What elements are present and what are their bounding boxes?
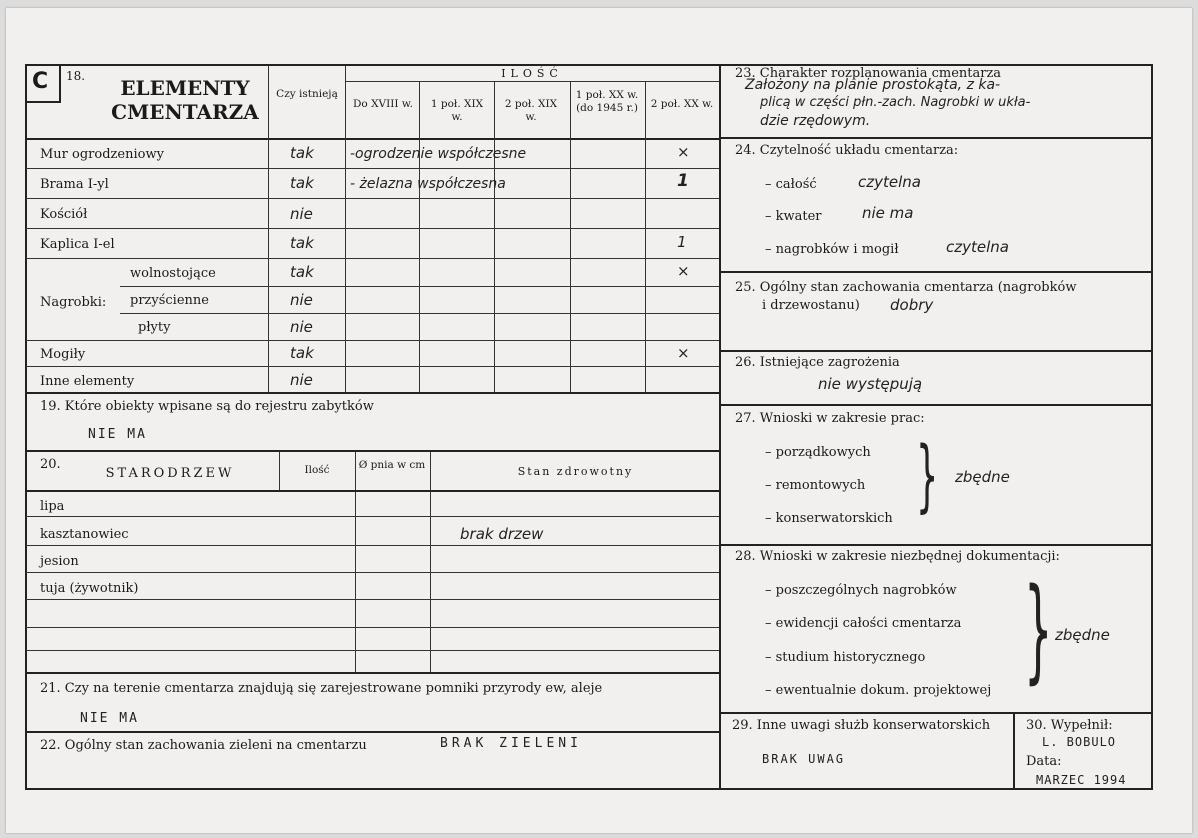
section-24-label: 24. Czytelność układu cmentarza:: [735, 143, 959, 158]
row-label-wall: Mur ogrodzeniowy: [40, 147, 164, 162]
section-21-answer: NIE MA: [80, 711, 139, 726]
tree-linden: lipa: [40, 499, 65, 514]
exists-value: tak: [290, 263, 314, 281]
row-label-slabs: płyty: [138, 320, 171, 335]
period-header-1: Do XVIII w.: [353, 98, 413, 110]
exists-value: tak: [290, 344, 314, 362]
quantity-mark: ×: [677, 344, 690, 362]
row-label-chapel: Kaplica I-el: [40, 237, 115, 252]
work-item-conservation: – konserwatorskich: [765, 511, 893, 526]
exists-value: tak: [290, 234, 314, 252]
doc-item-records: – ewidencji całości cmentarza: [765, 616, 962, 631]
period-header-4: 1 poł. XX w. (do 1945 r.): [575, 89, 639, 115]
col-health: Stan zdrowotny: [517, 465, 634, 478]
tree-ash: jesion: [40, 554, 79, 569]
section-19-label: 19. Które obiekty wpisane są do rejestru zabytków: [40, 399, 374, 414]
section-27-answer: zbędne: [955, 468, 1010, 486]
col-diameter: Ø pnia w cm: [358, 459, 426, 471]
row-label-graves: Nagrobki:: [40, 295, 107, 310]
section-30-label: 30. Wypełnił:: [1026, 718, 1113, 733]
row-label-wall-mounted: przyścienne: [130, 293, 209, 308]
row-label-other: Inne elementy: [40, 374, 135, 389]
section-20-title: STARODRZEW: [105, 466, 235, 481]
section-20-number: 20.: [40, 457, 61, 472]
readability-quarters-label: – kwater: [765, 209, 822, 224]
row-label-mounds: Mogiły: [40, 347, 86, 362]
filled-by-name: L. BOBULO: [1042, 735, 1117, 749]
brace-icon: }: [1024, 565, 1053, 695]
section-23-answer-line3: dzie rzędowym.: [760, 113, 871, 129]
wall-note: -ogrodzenie współczesne: [350, 146, 527, 162]
tree-thuja: tuja (żywotnik): [40, 581, 139, 596]
section-22-answer: BRAK ZIELENI: [440, 736, 582, 751]
section-19-answer: NIE MA: [88, 427, 147, 442]
section-25-label-line1: 25. Ogólny stan zachowania cmentarza (nagrobków: [735, 280, 1077, 295]
exists-value: nie: [290, 318, 313, 336]
brace-icon: }: [916, 431, 939, 521]
readability-graves-label: – nagrobków i mogił: [765, 242, 899, 257]
section-23-answer-line2: plicą w części płn.-zach. Nagrobki w ukła-: [760, 95, 1031, 110]
readability-graves-value: czytelna: [946, 238, 1009, 256]
exists-value: nie: [290, 291, 313, 309]
exists-header: Czy istnieją: [276, 88, 338, 100]
date-value: MARZEC 1994: [1036, 773, 1127, 787]
section-23-label: 23. Charakter rozplanowania cmentarza: [735, 66, 1002, 81]
trees-health-note: brak drzew: [460, 525, 544, 543]
doc-item-study: – studium historycznego: [765, 650, 926, 665]
row-label-freestanding: wolnostojące: [130, 266, 216, 281]
section-28-label: 28. Wnioski w zakresie niezbędnej dokumentacji:: [735, 549, 1060, 564]
section-title-line1: ELEMENTY: [120, 76, 250, 100]
section-25-label-line2: i drzewostanu): [762, 298, 860, 313]
period-header-2: 1 poł. XIX w.: [430, 98, 484, 124]
quantity-mark: ×: [677, 143, 690, 161]
section-23-answer-line1: Założony na planie prostokąta, z ka-: [745, 77, 1001, 93]
readability-quarters-value: nie ma: [862, 204, 914, 222]
exists-value: nie: [290, 205, 313, 223]
work-item-cleanup: – porządkowych: [765, 445, 871, 460]
section-26-label: 26. Istniejące zagrożenia: [735, 355, 900, 370]
col-quantity: Ilość: [304, 464, 330, 476]
exists-value: tak: [290, 144, 314, 162]
gate-note: - żelazna współczesna: [350, 176, 506, 192]
section-27-label: 27. Wnioski w zakresie prac:: [735, 411, 925, 426]
section-title-line2: CMENTARZA: [111, 100, 259, 124]
section-22-label: 22. Ogólny stan zachowania zieleni na cmentarzu: [40, 738, 367, 753]
readability-whole-value: czytelna: [858, 173, 921, 191]
doc-item-project: – ewentualnie dokum. projektowej: [765, 683, 992, 698]
exists-value: nie: [290, 371, 313, 389]
work-item-repair: – remontowych: [765, 478, 866, 493]
box-letter: C: [32, 69, 49, 94]
quantity-mark: ×: [677, 262, 690, 280]
row-label-gate: Brama I-yl: [40, 177, 109, 192]
tree-chestnut: kasztanowiec: [40, 527, 129, 542]
section-25-answer: dobry: [890, 296, 934, 314]
period-header-3: 2 poł. XIX w.: [504, 98, 558, 124]
readability-whole-label: – całość: [765, 177, 817, 192]
row-label-church: Kościół: [40, 207, 88, 222]
quantity-mark: 1: [677, 233, 687, 251]
section-29-answer: BRAK UWAG: [762, 752, 846, 766]
section-28-answer: zbędne: [1055, 626, 1110, 644]
exists-value: tak: [290, 174, 314, 192]
doc-item-graves: – poszczególnych nagrobków: [765, 583, 957, 598]
quantity-mark: 1: [677, 171, 689, 191]
quantity-header: ILOŚĆ: [501, 67, 563, 80]
section-26-answer: nie występują: [818, 375, 923, 393]
period-header-5: 2 poł. XX w.: [650, 98, 714, 110]
section-number: 18.: [66, 69, 86, 83]
section-29-label: 29. Inne uwagi służb konserwatorskich: [732, 718, 991, 733]
section-21-label: 21. Czy na terenie cmentarza znajdują się zarejestrowane pomniki przyrody ew, aleje: [40, 681, 603, 696]
date-label: Data:: [1026, 754, 1062, 769]
